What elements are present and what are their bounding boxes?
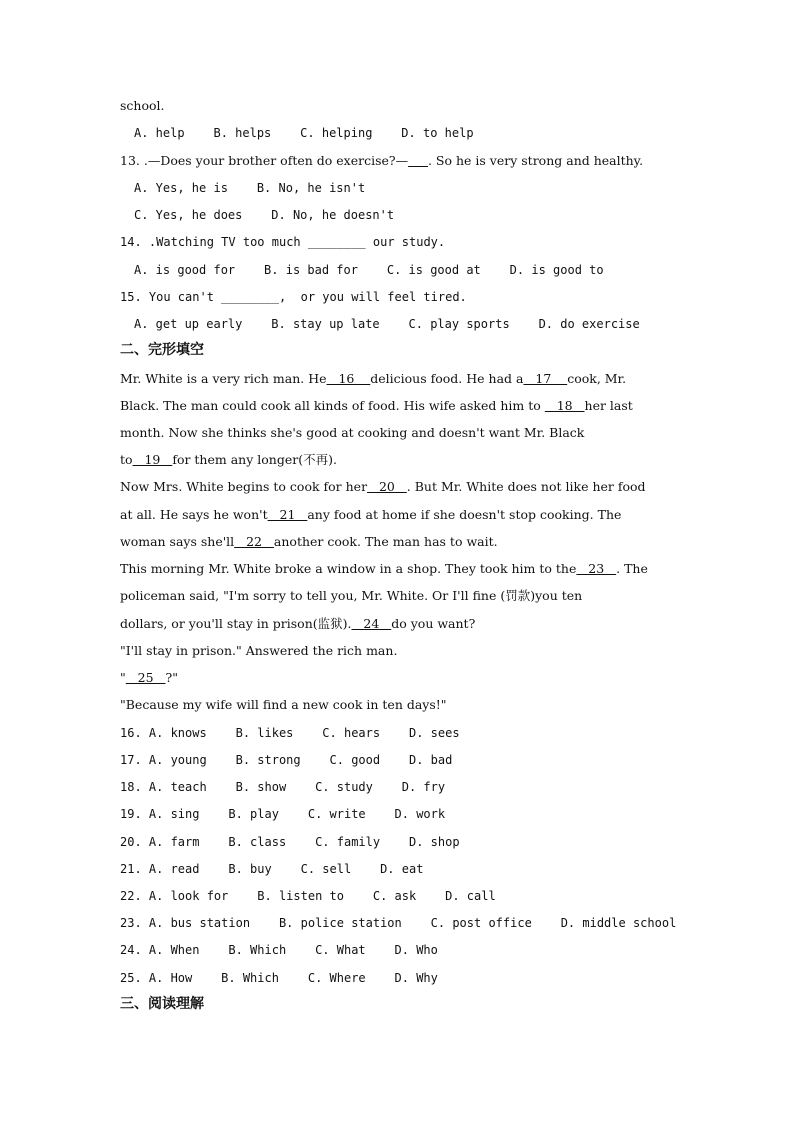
question-15: 15. You can't ________, or you will feel tired.: [120, 290, 467, 304]
choice-23: 23. A. bus station B. police station C. post office D. middle school: [120, 916, 677, 930]
question-13: 13. .—Does your brother often do exercise?— . So he is very strong and healthy.: [120, 153, 644, 168]
choice-24: 24. A. When B. Which C. What D. Who: [120, 943, 438, 957]
passage-line-8: This morning Mr. White broke a window in a shop. They took him to the 23 . The: [120, 561, 648, 576]
question-14: 14. .Watching TV too much ________ our study.: [120, 235, 446, 249]
q12-tail: school.: [120, 98, 165, 113]
passage-line-2: Black. The man could cook all kinds of food. His wife asked him to 18 her last: [120, 398, 633, 413]
q12-options: A. help B. helps C. helping D. to help: [134, 126, 474, 140]
choice-18: 18. A. teach B. show C. study D. fry: [120, 780, 446, 794]
q13-options-row1: A. Yes, he is B. No, he isn't: [134, 181, 366, 195]
choice-19: 19. A. sing B. play C. write D. work: [120, 807, 446, 821]
choice-22: 22. A. look for B. listen to C. ask D. call: [120, 889, 496, 903]
passage-line-9: policeman said, "I'm sorry to tell you, Mr. White. Or I'll fine (罚款)you ten: [120, 588, 583, 603]
q13-blank: [408, 153, 428, 168]
q15-options: A. get up early B. stay up late C. play sports D. do exercise: [134, 317, 640, 331]
section-2-heading: 二、完形填空: [120, 342, 204, 358]
passage-line-10: dollars, or you'll stay in prison(监狱). 24 do you want?: [120, 616, 476, 631]
passage-line-13: "Because my wife will find a new cook in ten days!": [120, 697, 447, 712]
passage-line-11: "I'll stay in prison." Answered the rich man.: [120, 643, 398, 658]
passage-line-12: " 25 ?": [120, 670, 178, 685]
section-3-heading: 三、阅读理解: [120, 996, 204, 1012]
passage-line-5: Now Mrs. White begins to cook for her 20 . But Mr. White does not like her food: [120, 479, 646, 494]
passage-line-1: Mr. White is a very rich man. He 16 delicious food. He had a 17 cook, Mr.: [120, 371, 627, 386]
passage-line-7: woman says she'll 22 another cook. The man has to wait.: [120, 534, 498, 549]
choice-21: 21. A. read B. buy C. sell D. eat: [120, 862, 424, 876]
passage-line-6: at all. He says he won't 21 any food at home if she doesn't stop cooking. The: [120, 507, 622, 522]
q14-options: A. is good for B. is bad for C. is good at D. is good to: [134, 263, 604, 277]
choice-16: 16. A. knows B. likes C. hears D. sees: [120, 726, 460, 740]
choice-25: 25. A. How B. Which C. Where D. Why: [120, 971, 438, 985]
choice-17: 17. A. young B. strong C. good D. bad: [120, 753, 453, 767]
passage-line-3: month. Now she thinks she's good at cooking and doesn't want Mr. Black: [120, 425, 585, 440]
passage-line-4: to 19 for them any longer(不再).: [120, 452, 337, 467]
choice-20: 20. A. farm B. class C. family D. shop: [120, 835, 460, 849]
q13-options-row2: C. Yes, he does D. No, he doesn't: [134, 208, 395, 222]
